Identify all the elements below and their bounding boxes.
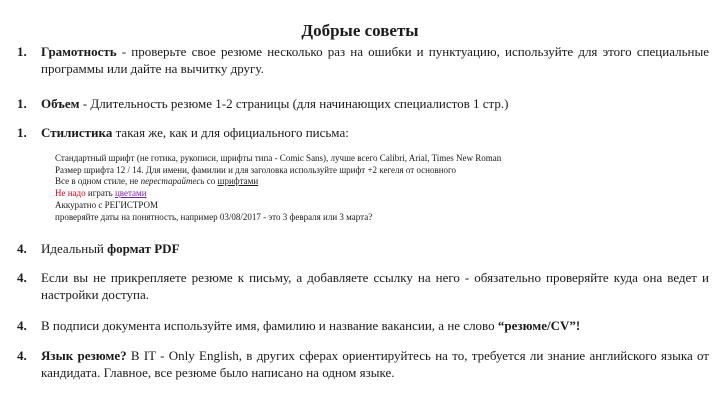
item-heading: Стилистика	[41, 125, 113, 140]
item-number: 1.	[17, 96, 27, 111]
page-title: Добрые советы	[301, 21, 419, 40]
item-number: 4.	[17, 241, 27, 256]
list-item-language	[17, 347, 709, 381]
style-note-size: Размер шрифта 12 / 14. Для имени, фамилии и для заголовка используйте шрифт +2 кегеля от основного	[55, 164, 457, 175]
item-number: 4.	[17, 348, 27, 363]
style-note-font: Стандартный шрифт (не готика, рукописи, шрифты типа - Comic Sans), лучше всего Calibri, Arial, Times New Roman	[55, 153, 502, 163]
item-text: - Длительность резюме 1-2 страницы (для начинающих специалистов 1 стр.)	[79, 96, 509, 111]
item-number: 4.	[17, 318, 27, 333]
item-text: Если вы не прикрепляете резюме к письму, а добавляете ссылку на него - обязательно проверяйте куда она ведет и настройки доступа.	[41, 270, 709, 302]
item-number: 4.	[17, 270, 27, 285]
item-heading: “резюме/CV”!	[497, 318, 581, 333]
item-number: 1.	[17, 44, 27, 59]
style-note-colors: Не надо играть цветами	[55, 188, 147, 199]
item-heading: формат PDF	[107, 241, 180, 256]
style-notes	[55, 153, 695, 223]
style-note-case: Аккуратно с РЕГИСТРОМ	[55, 199, 158, 210]
list-item-literacy	[17, 43, 709, 77]
item-number: 1.	[17, 125, 27, 140]
style-note-consistency: Все в одном стиле, не перестарайтесь со шрифтами	[55, 176, 259, 187]
list-item-format: 4. Идеальный формат PDF	[17, 241, 180, 256]
list-item-link	[17, 269, 709, 303]
list-item-volume	[17, 95, 709, 112]
item-text: - проверьте свое резюме несколько раз на ошибки и пунктуацию, используйте для этого специальные программы или дайте на вычитку другу.	[41, 44, 709, 76]
item-heading: Язык резюме?	[41, 348, 127, 363]
item-heading: Грамотность	[41, 44, 117, 59]
list-item-style	[17, 124, 709, 141]
item-text: такая же, как и для официального письма:	[112, 125, 349, 140]
item-text: В IT - Only English, в других сферах ориентируйтесь на то, требуется ли знание английского языка от кандидата. Главное, все резюме было написано на одном языке.	[41, 348, 709, 380]
item-heading: Объем	[41, 96, 80, 111]
list-item-signature: 4. В подписи документа используйте имя, фамилию и название вакансии, а не слово “резюме/CV”!	[17, 318, 581, 333]
style-note-dates: проверяйте даты на понятность, например 03/08/2017 - это 3 февраля или 3 марта?	[55, 211, 373, 222]
